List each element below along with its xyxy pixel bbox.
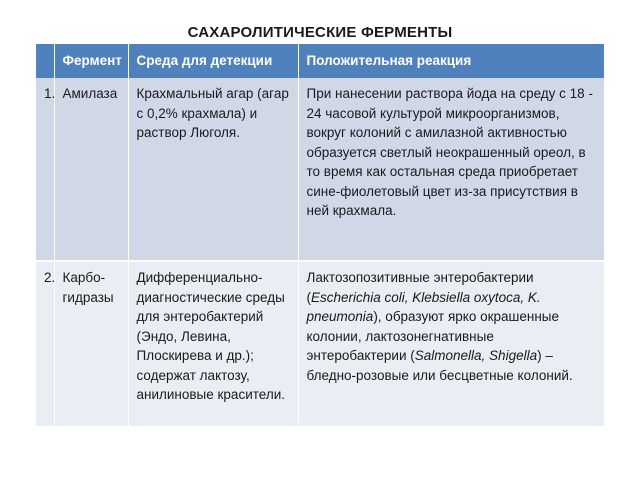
table-row <box>36 261 604 426</box>
reaction-text-3: ) – бледно-розовые или бесцветные колоний. <box>306 348 573 383</box>
header-enzyme: Фермент <box>54 44 128 78</box>
table-row <box>36 78 604 261</box>
row-number: 2. <box>36 261 54 426</box>
row-reaction <box>298 261 604 426</box>
table-header-row <box>36 44 604 78</box>
reaction-species-2: Salmonella, Shigella <box>414 348 538 363</box>
row-enzyme: Карбо-гидразы <box>54 261 128 426</box>
row-reaction: При нанесении раствора йода на среду с 18 - 24 часовой культурой микроорганизмов, вокруг колоний с амилазной активностью образуется светлый неокрашенный ореол, в то время как остальная среда приобретает сине-фиолетовый цвет из-за присутствия в ней крахмала. <box>298 78 604 261</box>
enzymes-table <box>36 44 604 426</box>
page-title: САХАРОЛИТИЧЕСКИЕ ФЕРМЕНТЫ <box>187 24 453 41</box>
row-medium: Крахмальный агар (агар с 0,2% крахмала) и раствор Люголя. <box>128 78 298 261</box>
row-medium: Дифференциально-диагностические среды для энтеробактерий (Эндо, Левина, Плоскирева и др.); содержат лактозу, анилиновые красители. <box>128 261 298 426</box>
header-number <box>36 44 54 78</box>
reaction-text-2: ), образуют ярко окрашенные колонии, лактозонегнативные энтеробактерии ( <box>306 309 559 363</box>
header-reaction: Положительная реакция <box>298 44 604 78</box>
header-medium: Среда для детекции <box>128 44 298 78</box>
reaction-text-1: Лактозопозитивные энтеробактерии ( <box>306 270 534 305</box>
row-enzyme: Амилаза <box>54 78 128 261</box>
reaction-species-1: Escherichia coli, Klebsiella oxytoca, K. pneumonia <box>306 289 541 324</box>
row-number: 1. <box>36 78 54 261</box>
